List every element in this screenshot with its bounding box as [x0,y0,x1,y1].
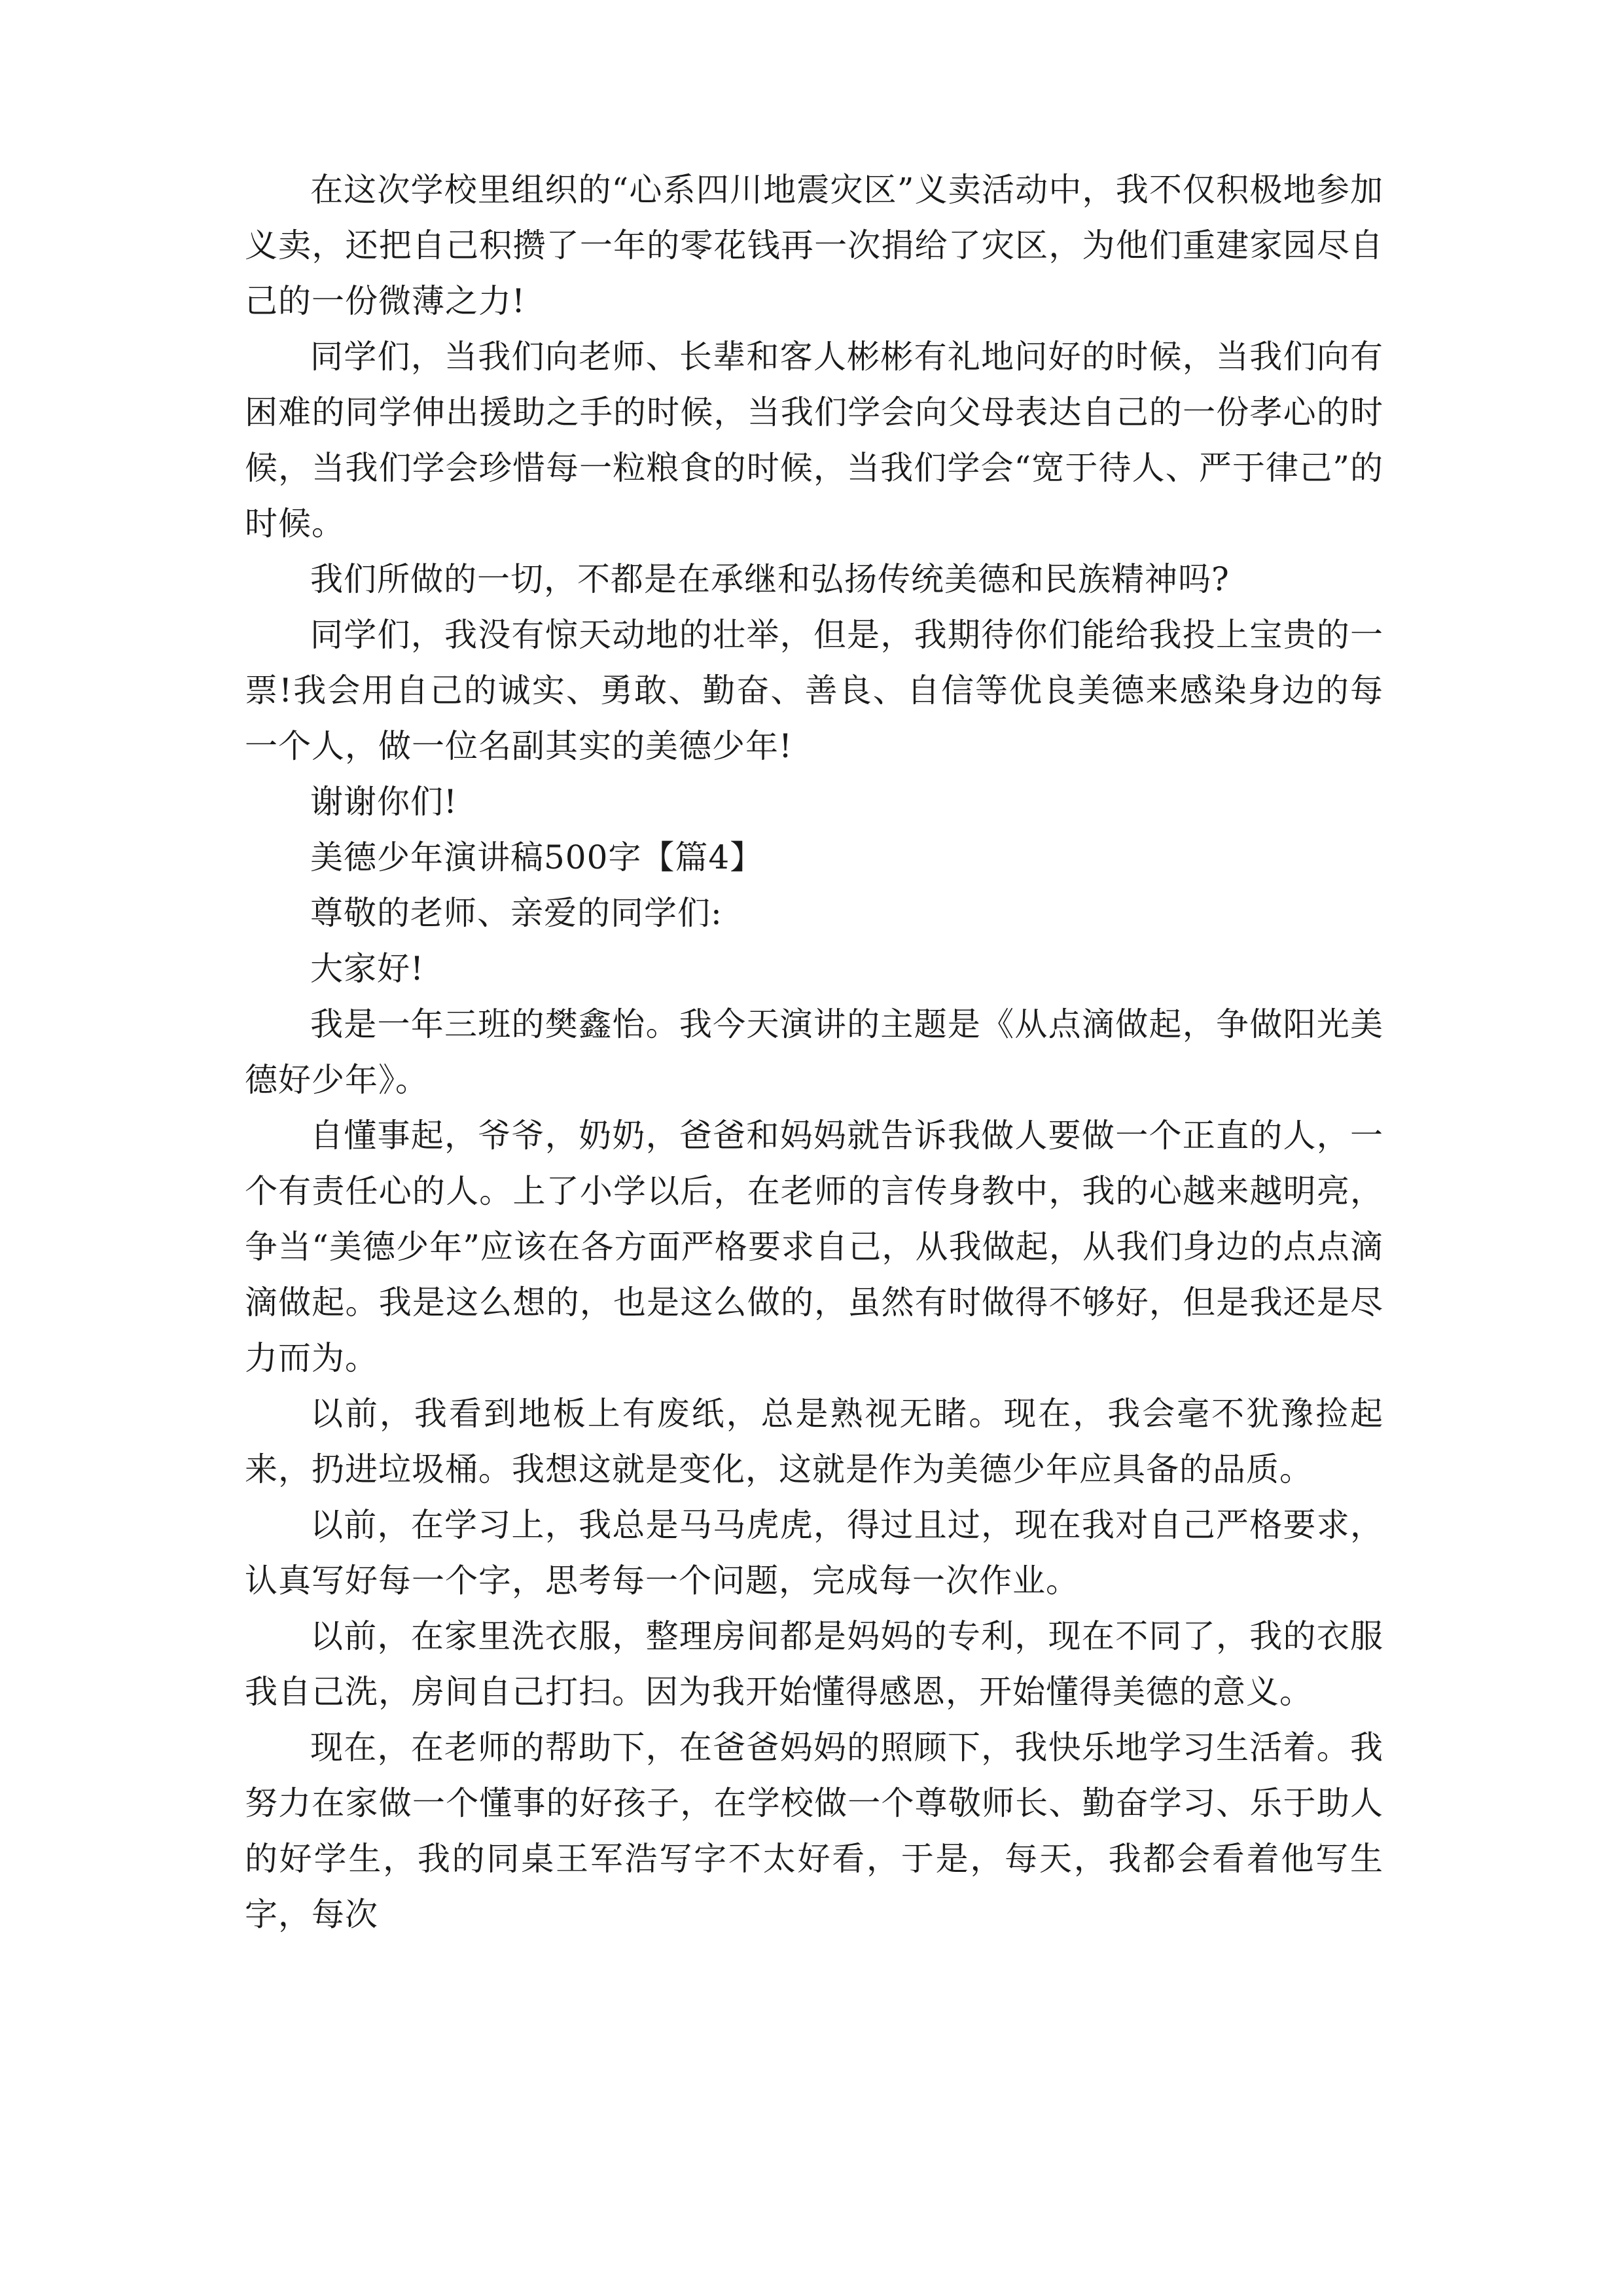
greeting: 大家好! [310,950,425,988]
paragraph: 同学们，我没有惊天动地的壮举，但是，我期待你们能给我投上宝贵的一票!我会用自己的诚实、勇敢、勤奋、善良、自信等优良美德来感染身边的每一个人，做一位名副其实的美德少年! [245,616,1383,765]
paragraph: 谢谢你们! [310,783,458,821]
paragraph: 现在，在老师的帮助下，在爸爸妈妈的照顾下，我快乐地学习生活着。我努力在家做一个懂事的好孩子，在学校做一个尊敬师长、勤奋学习、乐于助人的好学生，我的同桌王军浩写字不太好看，于是，每天，我都会看着他写生字，每次 [245,1729,1383,1933]
section-heading: 美德少年演讲稿500字【篇4】 [310,838,764,876]
paragraph: 我们所做的一切，不都是在承继和弘扬传统美德和民族精神吗? [310,560,1230,598]
paragraph: 以前，在学习上，我总是马马虎虎，得过且过，现在我对自己严格要求，认真写好每一个字，思考每一个问题，完成每一次作业。 [245,1506,1383,1600]
paragraph: 以前，在家里洗衣服，整理房间都是妈妈的专利，现在不同了，我的衣服我自己洗，房间自己打扫。因为我开始懂得感恩，开始懂得美德的意义。 [245,1617,1383,1711]
paragraph: 我是一年三班的樊鑫怡。我今天演讲的主题是《从点滴做起，争做阳光美德好少年》。 [245,1005,1383,1099]
document-body [245,162,1383,1943]
paragraph: 同学们，当我们向老师、长辈和客人彬彬有礼地问好的时候，当我们向有困难的同学伸出援助之手的时候，当我们学会向父母表达自己的一份孝心的时候，当我们学会珍惜每一粒粮食的时候，当我们学会“宽于待人、严于律己”的时候。 [245,338,1383,543]
paragraph: 在这次学校里组织的“心系四川地震灾区”义卖活动中，我不仅积极地参加义卖，还把自己积攒了一年的零花钱再一次捐给了灾区，为他们重建家园尽自己的一份微薄之力! [245,171,1383,320]
salutation: 尊敬的老师、亲爱的同学们: [310,894,722,932]
paragraph: 自懂事起，爷爷，奶奶，爸爸和妈妈就告诉我做人要做一个正直的人，一个有责任心的人。上了小学以后，在老师的言传身教中，我的心越来越明亮，争当“美德少年”应该在各方面严格要求自己，从我做起，从我们身边的点点滴滴做起。我是这么想的，也是这么做的，虽然有时做得不够好，但是我还是尽力而为。 [245,1117,1383,1377]
paragraph: 以前，我看到地板上有废纸，总是熟视无睹。现在，我会毫不犹豫捡起来，扔进垃圾桶。我想这就是变化，这就是作为美德少年应具备的品质。 [245,1395,1383,1488]
